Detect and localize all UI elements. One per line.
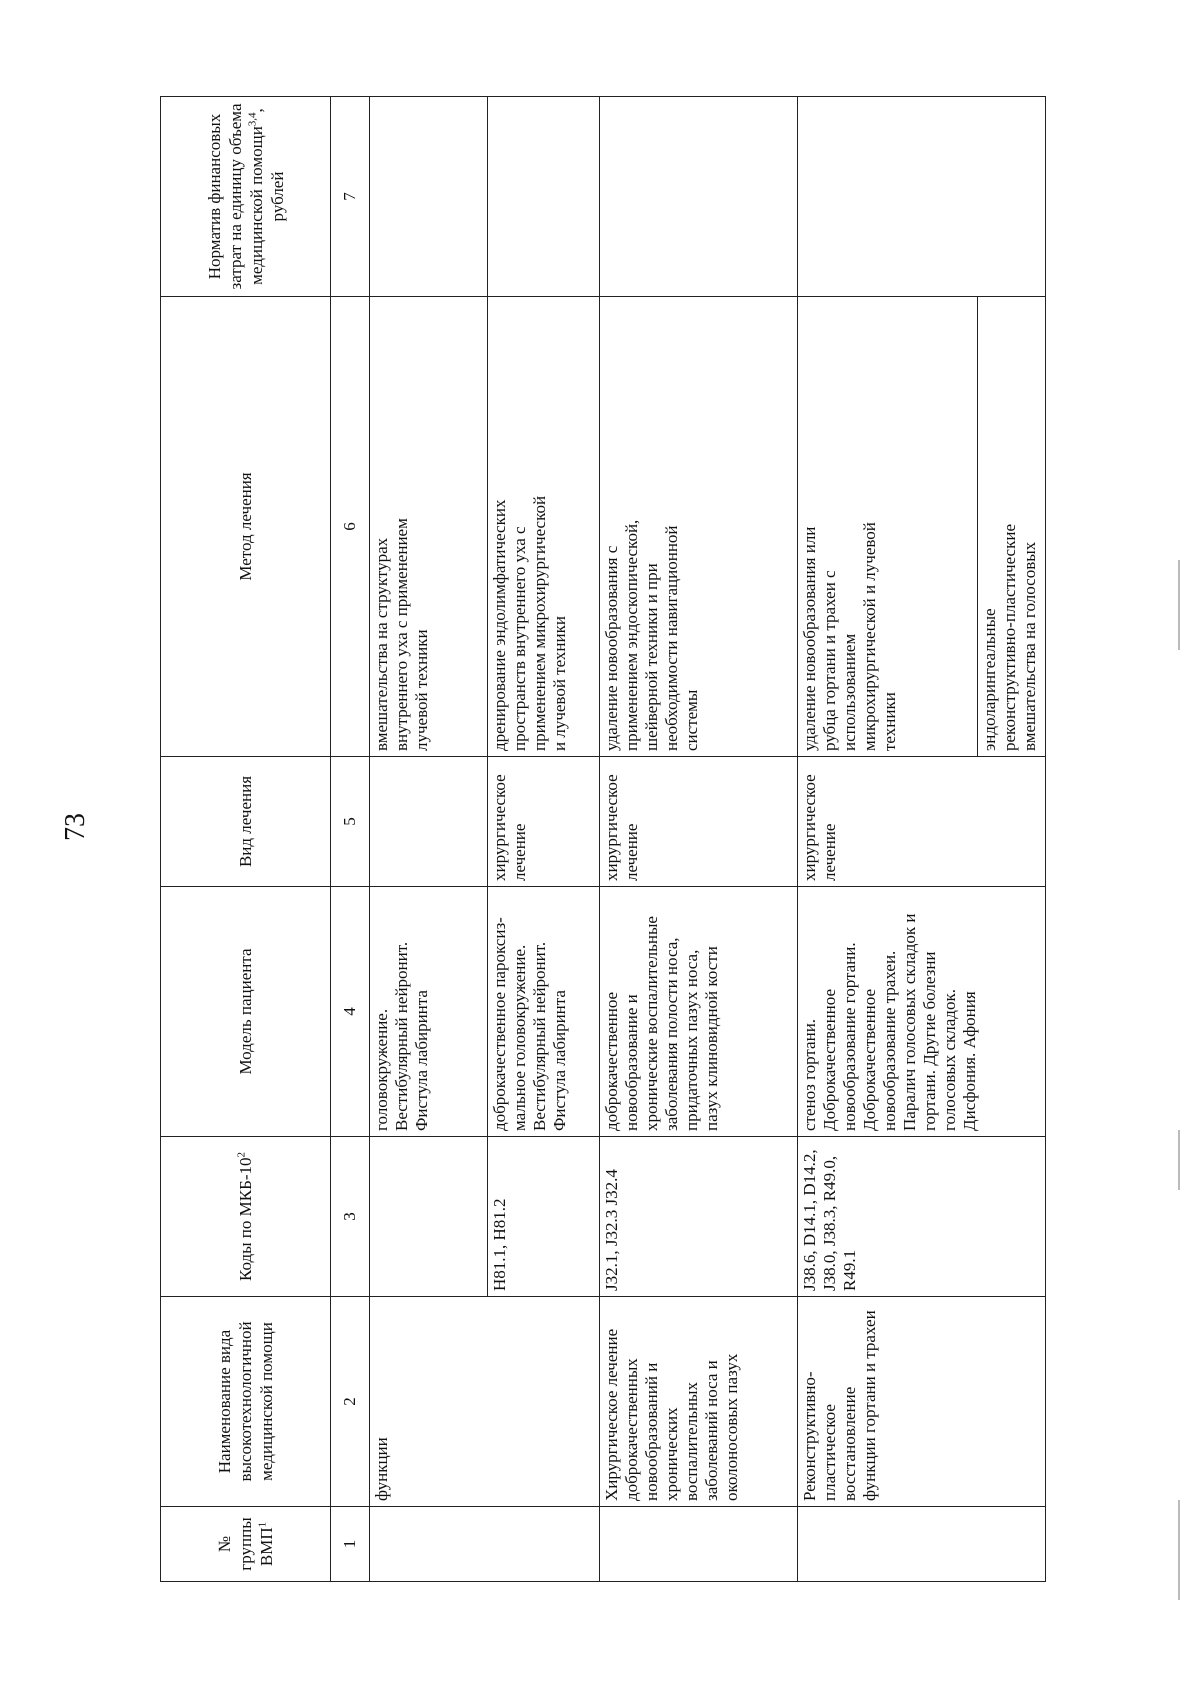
patient-model-cell: головокружение. Вестибулярный нейронит. Фистула лабиринта (370, 887, 488, 1137)
icd-codes-cell: H81.1, H81.2 (488, 1137, 600, 1297)
rotated-table-wrapper (160, 97, 1043, 1582)
cost-norm-cell (370, 97, 488, 297)
header-col-1: № группы ВМП$^1$ (161, 1507, 331, 1582)
vmp-name-cell: функции (370, 1297, 600, 1507)
header-col-6: Метод лечения (161, 297, 331, 757)
column-number: 1 (331, 1507, 370, 1582)
header-row (161, 97, 331, 1582)
treatment-method-cell: удаление новообразования с применением эндоскопической, шейверной техники и при необходимости навигационной системы (600, 297, 798, 757)
cost-norm-cell (600, 97, 798, 297)
table-row (600, 97, 798, 1582)
scan-margin-mark (1178, 560, 1180, 650)
scan-margin-mark (1178, 1130, 1180, 1190)
table-row (798, 97, 978, 1582)
column-number: 5 (331, 757, 370, 887)
group-number-cell (798, 1507, 1046, 1582)
header-col-5: Вид лечения (161, 757, 331, 887)
page-number: 73 (60, 813, 91, 841)
table-row (370, 97, 488, 1582)
header-col-3: Коды по МКБ-$10^2$ (161, 1137, 331, 1297)
cost-norm-cell (798, 97, 1046, 297)
icd-codes-cell: J32.1, J32.3 J32.4 (600, 1137, 798, 1297)
treatment-type-cell: хирургическое лечение (488, 757, 600, 887)
column-number: 7 (331, 97, 370, 297)
cost-norm-cell (488, 97, 600, 297)
treatment-type-cell: хирургическое лечение (798, 757, 1046, 887)
treatment-type-cell: хирургическое лечение (600, 757, 798, 887)
column-number: 3 (331, 1137, 370, 1297)
vmp-name-cell: Хирургическое лечение доброкачественных новообразований и хронических воспалительных заболеваний носа и околоносовых пазух (600, 1297, 798, 1507)
treatment-type-cell (370, 757, 488, 887)
column-number-row (331, 97, 370, 1582)
icd-codes-cell: J38.6, D14.1, D14.2, J38.0, J38.3, R49.0, R49.1 (798, 1137, 1046, 1297)
vmp-name-cell: Реконструктивно- пластическое восстановление функции гортани и трахеи (798, 1297, 1046, 1507)
header-col-7: Норматив финансовых затрат на единицу объема медицинской помощи$^{3,4}$, рублей (161, 97, 331, 297)
patient-model-cell: стеноз гортани. Доброкачественное новообразование гортани. Доброкачественное новообразование трахеи. Паралич голосовых складок и гортани. Другие болезни голосовых складок. Дисфония. Афония (798, 887, 1046, 1137)
treatment-method-cell: эндоларингеальные реконструктивно-пластические вмешательства на голосовых (978, 297, 1046, 757)
header-col-4: Модель пациента (161, 887, 331, 1137)
group-number-cell (600, 1507, 798, 1582)
icd-codes-cell (370, 1137, 488, 1297)
scan-margin-mark (1178, 1500, 1180, 1600)
group-number-cell (370, 1507, 600, 1582)
column-number: 4 (331, 887, 370, 1137)
header-col-2: Наименование вида высокотехнологичной медицинской помощи (161, 1297, 331, 1507)
column-number: 6 (331, 297, 370, 757)
column-number: 2 (331, 1297, 370, 1507)
vmp-table (160, 96, 1046, 1582)
treatment-method-cell: вмешательства на структурах внутреннего уха с применением лучевой техники (370, 297, 488, 757)
patient-model-cell: доброкачественное пароксиз- мальное головокружение. Вестибулярный нейронит. Фистула лабиринта (488, 887, 600, 1137)
treatment-method-cell: удаление новообразования или рубца гортани и трахеи с использованием микрохирургической и лучевой техники (798, 297, 978, 757)
treatment-method-cell: дренирование эндолимфатических пространств внутреннего уха с применением микрохирургической и лучевой техники (488, 297, 600, 757)
patient-model-cell: доброкачественное новообразование и хронические воспалительные заболевания полости носа, придаточных пазух носа, пазух клиновидной кости (600, 887, 798, 1137)
